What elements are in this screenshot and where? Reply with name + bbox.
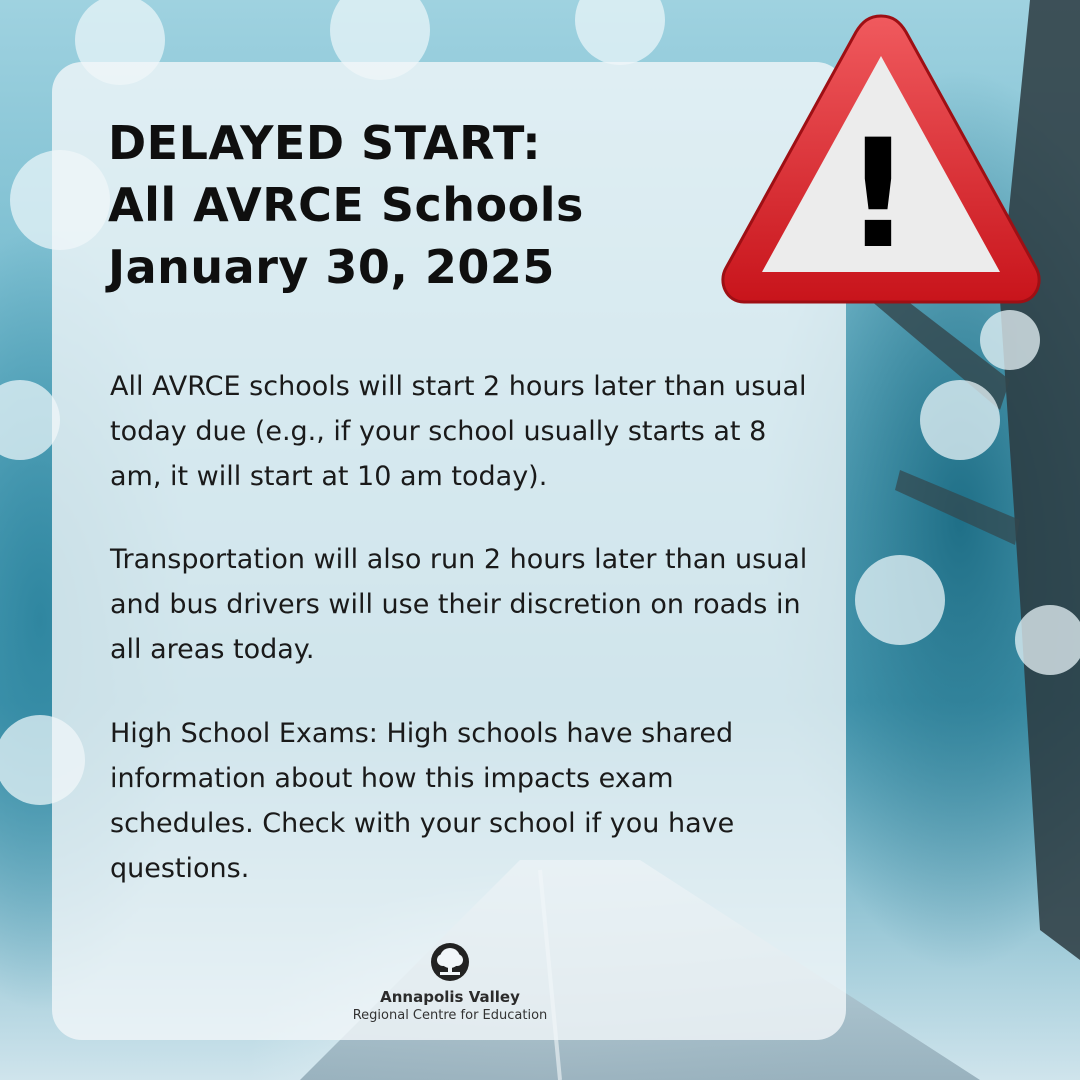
avrce-logo — [330, 942, 570, 1023]
warning-triangle-icon — [718, 10, 1044, 310]
headline-line-3: January 30, 2025 — [108, 240, 555, 294]
headline-line-1: DELAYED START: — [108, 116, 542, 170]
tree-branch — [895, 470, 1020, 545]
transportation-paragraph: Transportation will also run 2 hours later than usual and bus drivers will use their discretion on roads in all areas today. — [110, 544, 808, 665]
exams-paragraph: High School Exams: High schools have shared information about how this impacts exam schedules. Check with your school if you have questions. — [110, 718, 735, 884]
delay-paragraph: All AVRCE schools will start 2 hours later than usual today due (e.g., if your school usually starts at 8 am, it will start at 10 am today). — [110, 371, 807, 492]
headline — [108, 112, 584, 298]
headline-line-2: All AVRCE Schools — [108, 178, 584, 232]
logo-subtitle: Regional Centre for Education — [352, 1008, 548, 1023]
logo-name: Annapolis Valley — [380, 988, 520, 1006]
exclamation-mark: ! — [843, 108, 913, 282]
tree-icon — [430, 942, 470, 982]
